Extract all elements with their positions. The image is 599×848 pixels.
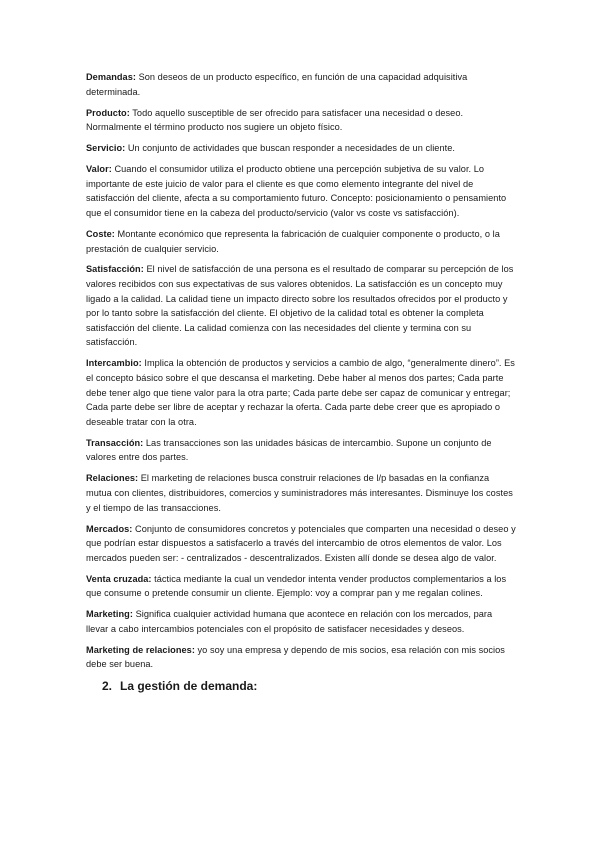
entry-text: Significa cualquier actividad humana que acontece en relación con los mercados, para llevar a cabo intercambios potenciales con el propósito de satisfacer necesidades y deseos. <box>86 609 493 634</box>
entry-coste <box>86 227 517 256</box>
section-heading <box>102 678 517 694</box>
entry-transaccion <box>86 436 517 465</box>
entry-text: El nivel de satisfacción de una persona es el resultado de comparar su percepción de los valores recibidos con sus expectativas de sus valores obtenidos. La satisfacción es un concepto muy ligado a la calidad. La calidad tiene un impacto directo sobre los resultados ofrecidos por el producto y por lo tanto sobre la satisfacción del cliente. El objetivo de la calidad total es obtener la completa satisfacción del cliente. La calidad comienza con las necesidades del cliente y termina con su satisfacción. <box>86 264 514 348</box>
entry-text: Las transacciones son las unidades básicas de intercambio. Supone un conjunto de valores entre dos partes. <box>86 437 492 463</box>
entry-term: Satisfacción: <box>86 264 144 275</box>
entry-text: Conjunto de consumidores concretos y potenciales que comparten una necesidad o deseo y que podrían estar dispuestos a satisfacerlo a través del intercambio de otros elementos de valor. Los mercados pueden ser: - centralizados - descentralizados. Existen allí donde se desea algo de valor. <box>86 523 516 563</box>
entry-servicio <box>86 141 517 156</box>
entry-demandas <box>86 70 517 99</box>
entry-term: Intercambio: <box>86 358 142 369</box>
entry-term: Valor: <box>86 164 112 175</box>
entry-producto <box>86 106 517 135</box>
entry-marketing-de-relaciones <box>86 643 517 672</box>
entry-text: táctica mediante la cual un vendedor intenta vender productos complementarios a los que consume o pretende consumir un cliente. Ejemplo: voy a comprar pan y me regalan colines. <box>86 573 507 599</box>
entry-text: El marketing de relaciones busca construir relaciones de l/p basadas en la confianza mutua con clientes, distribuidores, comercios y suministradores más interesantes. Disminuye los costes y el tiempo de las transacciones. <box>86 473 513 513</box>
entry-text: yo soy una empresa y dependo de mis socios, esa relación con mis socios debe ser buena. <box>86 644 505 670</box>
entry-text: Montante económico que representa la fabricación de cualquier componente o producto, o la prestación de cualquier servicio. <box>86 228 500 254</box>
entry-marketing <box>86 607 517 636</box>
entry-term: Coste: <box>86 228 115 239</box>
entry-term: Servicio: <box>86 143 126 154</box>
entry-term: Transacción: <box>86 437 144 448</box>
entry-term: Venta cruzada: <box>86 573 152 584</box>
entry-valor <box>86 162 517 220</box>
entry-text: Son deseos de un producto específico, en función de una capacidad adquisitiva determinada. <box>86 72 468 97</box>
entry-term: Mercados: <box>86 523 133 534</box>
entry-term: Demandas: <box>86 72 136 82</box>
entry-term: Marketing: <box>86 609 133 620</box>
entry-term: Relaciones: <box>86 473 139 484</box>
entry-satisfaccion <box>86 262 517 350</box>
entry-text: Todo aquello susceptible de ser ofrecido para satisfacer una necesidad o deseo. Normalmente el término producto nos sugiere un objeto físico. <box>86 107 464 133</box>
entry-intercambio <box>86 356 517 429</box>
entry-text: Cuando el consumidor utiliza el producto obtiene una percepción subjetiva de su valor. Lo importante de este juicio de valor para el cliente es que como elemento integrante del nivel de satisfacción del cliente, afecta a su comportamiento futuro. Concepto: posicionamiento o pensamiento que el consumidor tiene en la cabeza del producto/servicio (valor vs coste vs satisfacción). <box>86 164 507 218</box>
section-number: 2. <box>102 679 113 694</box>
entry-venta-cruzada <box>86 572 517 601</box>
entry-text: Un conjunto de actividades que buscan responder a necesidades de un cliente. <box>125 143 455 154</box>
entry-term: Marketing de relaciones: <box>86 644 195 655</box>
entry-text: Implica la obtención de productos y servicios a cambio de algo, “generalmente dinero”. Es el concepto básico sobre el que descansa el marketing. Debe haber al menos dos partes; Cada parte debe tener algo que tiene valor para la otra parte; Cada parte debe ser capaz de comunicar y entregar; Cada parte debe ser libre de aceptar y rechazar la oferta. Cada parte debe creer que es apropiado o deseable tratar con la otra. <box>86 358 515 427</box>
section-title: La gestión de demanda: <box>120 679 258 694</box>
entry-term: Producto: <box>86 107 130 118</box>
entry-mercados <box>86 522 517 566</box>
entry-relaciones <box>86 471 517 515</box>
